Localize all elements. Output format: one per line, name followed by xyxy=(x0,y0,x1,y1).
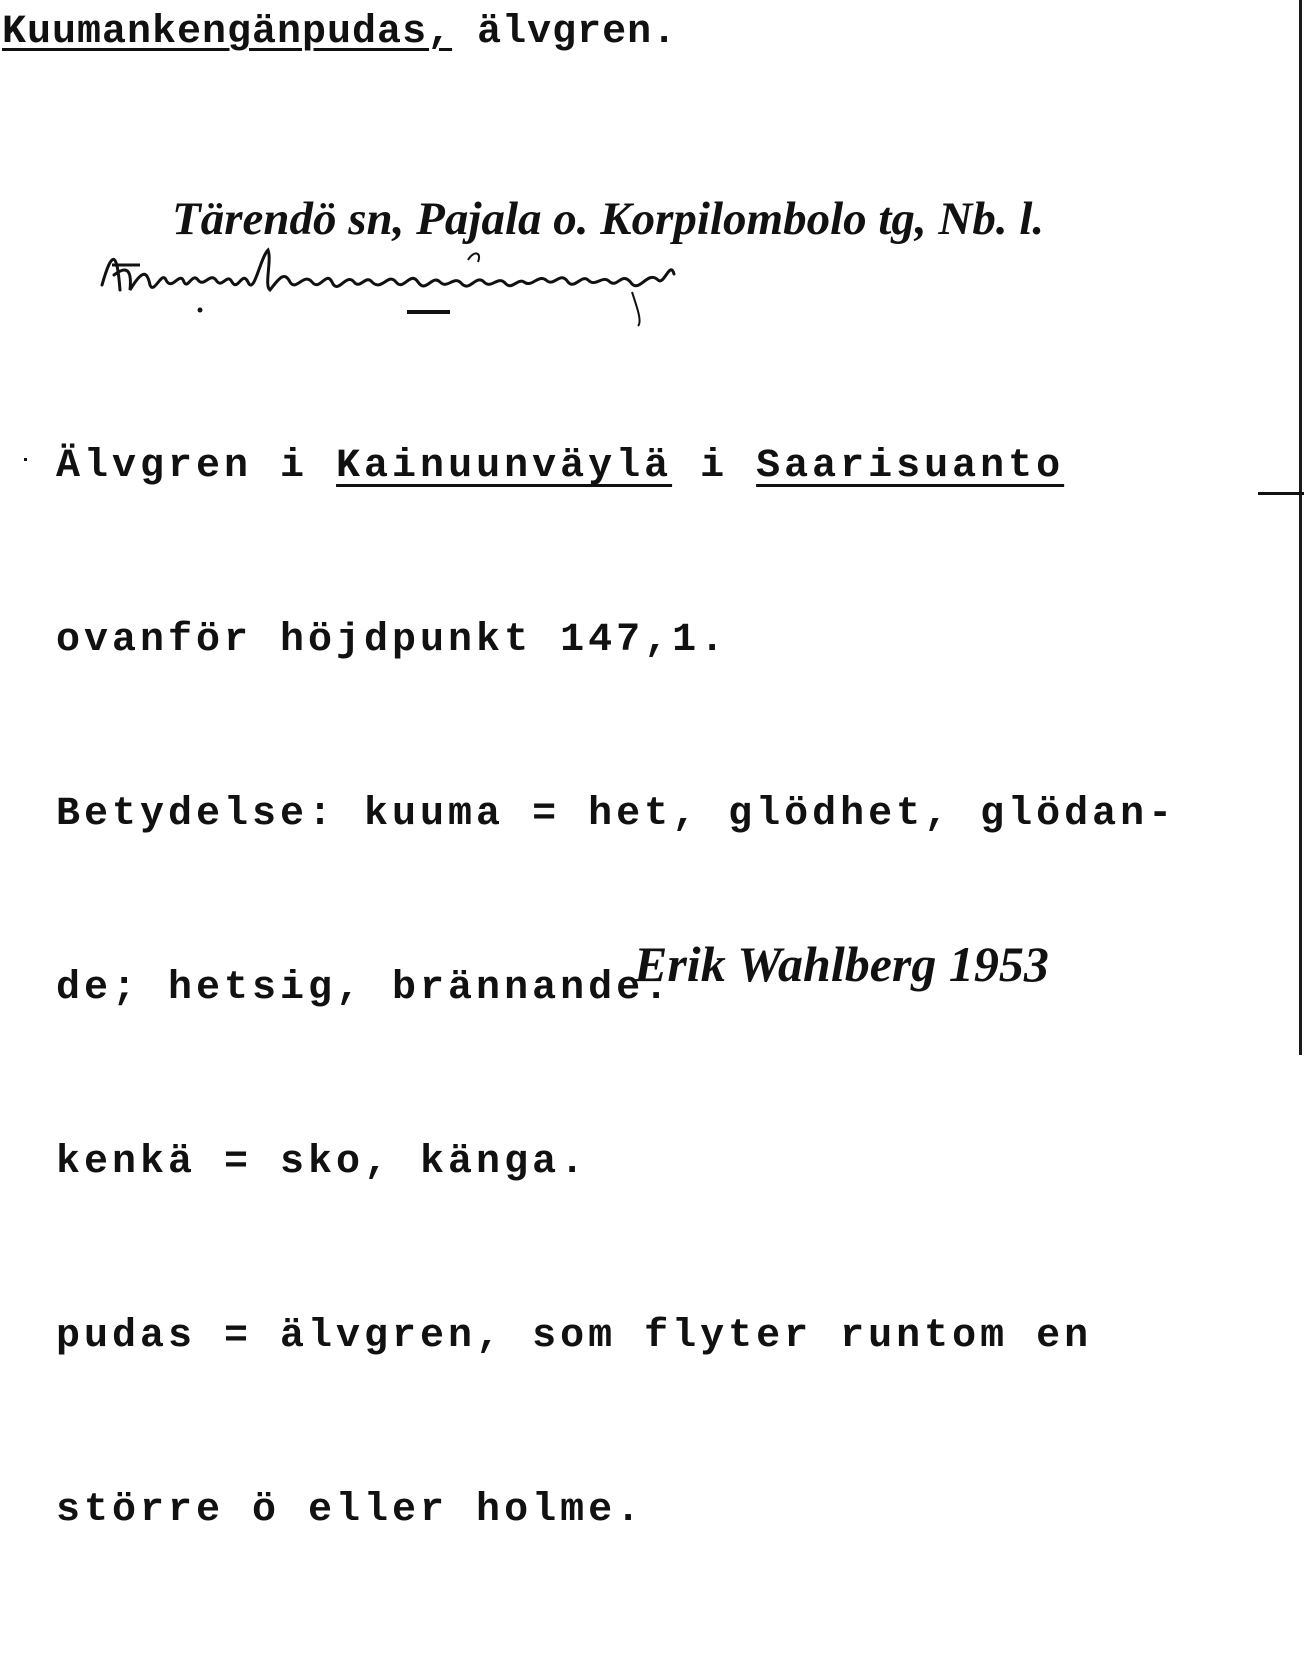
location-line: Tärendö sn, Pajala o. Korpilombolo tg, Nb. l. xyxy=(172,193,1045,245)
signature: Erik Wahlberg 1953 xyxy=(634,936,1049,992)
hyphen-overflow-mark xyxy=(1258,492,1304,495)
place-name: Kuumankengänpudas, xyxy=(2,10,453,55)
card-edge-line xyxy=(1299,0,1302,1055)
line1-middle: i xyxy=(672,444,757,489)
village-name: Saarisuanto xyxy=(756,444,1065,489)
body-line-2: ovanför höjdpunkt 147,1. xyxy=(56,618,729,663)
body-line-7: större ö eller holme. xyxy=(56,1488,645,1533)
handwritten-pronunciation xyxy=(92,230,682,330)
river-name: Kainuunväylä xyxy=(336,444,673,489)
place-type: älvgren. xyxy=(477,10,678,55)
line1-prefix: Älvgren i xyxy=(56,444,337,489)
body-line-1 xyxy=(56,438,1176,496)
card-heading xyxy=(2,10,677,55)
body-line-6: pudas = älvgren, som flyter runtom en xyxy=(56,1314,1093,1359)
body-line-4: de; hetsig, brännande. xyxy=(56,966,673,1011)
body-line-5: kenkä = sko, känga. xyxy=(56,1140,589,1185)
stray-dot xyxy=(24,458,27,461)
body-line-3: Betydelse: kuuma = het, glödhet, glödan- xyxy=(56,792,1177,837)
